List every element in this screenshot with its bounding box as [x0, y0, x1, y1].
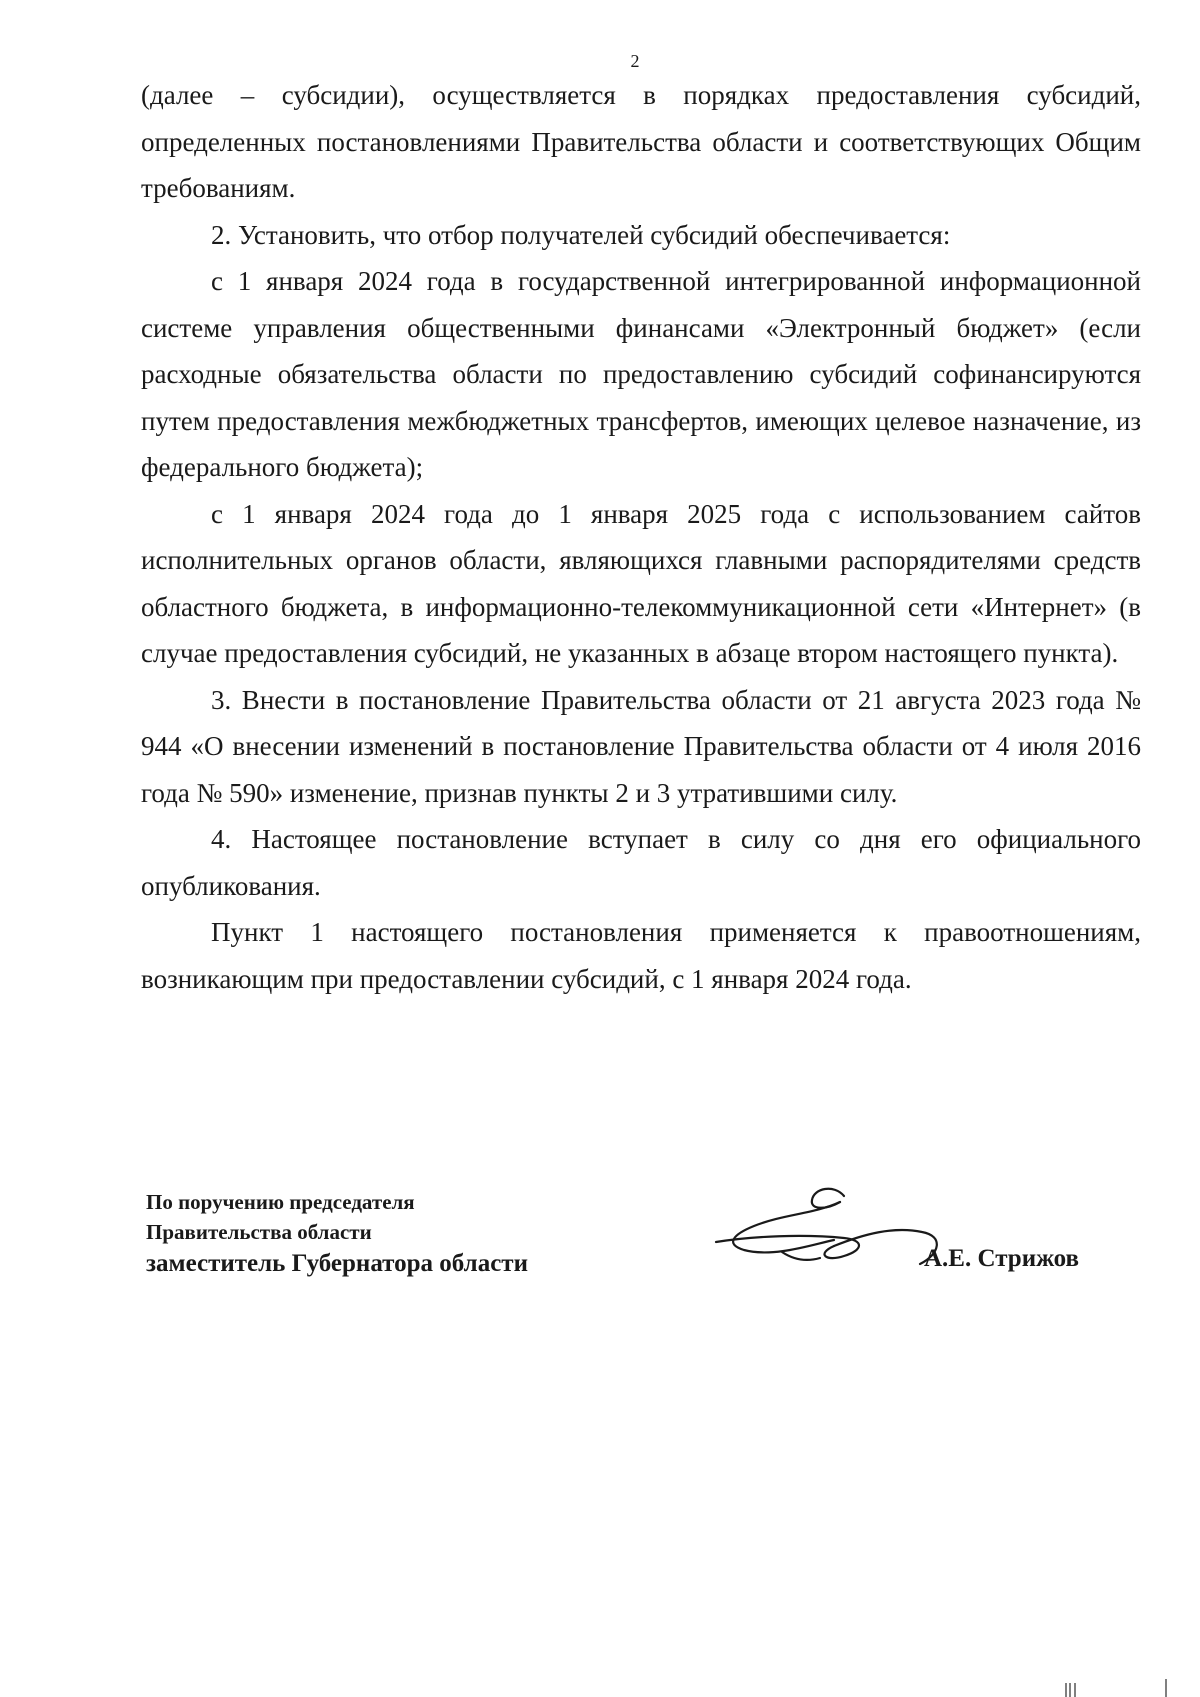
- paragraph-continuation: (далее – субсидии), осуществляется в порядках предоставления субсидий, определенных постановлениями Правительства области и соответствующих Общим требованиям.: [141, 80, 1141, 203]
- signer-name: А.Е. Стрижов: [924, 1245, 1079, 1272]
- signer-role-line-1: По поручению председателя: [146, 1190, 415, 1214]
- document-body: [141, 72, 1141, 1002]
- handwritten-signature: [694, 1174, 954, 1284]
- signature-block: [146, 1187, 1106, 1277]
- paragraph-item-3: 3. Внести в постановление Правительства области от 21 августа 2023 года № 944 «О внесении изменений в постановление Правительства области от 4 июля 2016 года № 590» изменение, признав пункты 2 и 3 утратившими силу.: [141, 684, 1141, 808]
- paragraph-item-2-clause-1: с 1 января 2024 года в государственной интегрированной информационной системе управления общественными финансами «Электронный бюджет» (если расходные обязательства области по предоставлению субсидий софинансируются путем предоставления межбюджетных трансфертов, имеющих целевое назначение, из федерального бюджета);: [141, 266, 1141, 482]
- paragraph-item-2: 2. Установить, что отбор получателей субсидий обеспечивается:: [211, 219, 951, 250]
- scan-edge-marks: [1062, 1673, 1172, 1697]
- paragraph-item-4: 4. Настоящее постановление вступает в силу со дня его официального опубликования.: [141, 824, 1141, 901]
- paragraph-item-2-clause-2: с 1 января 2024 года до 1 января 2025 года с использованием сайтов исполнительных органов области, являющихся главными распорядителями средств областного бюджета, в информационно-телекоммуникационной сети «Интернет» (в случае предоставления субсидий, не указанных в абзаце втором настоящего пункта).: [141, 498, 1141, 668]
- signer-role: [146, 1187, 528, 1281]
- paragraph-item-4-note: Пункт 1 настоящего постановления применяется к правоотношениям, возникающим при предоставлении субсидий, с 1 января 2024 года.: [141, 917, 1141, 994]
- page-number: 2: [630, 51, 640, 71]
- signer-role-line-3: заместитель Губернатора области: [146, 1250, 528, 1277]
- signer-role-line-2: Правительства области: [146, 1220, 372, 1244]
